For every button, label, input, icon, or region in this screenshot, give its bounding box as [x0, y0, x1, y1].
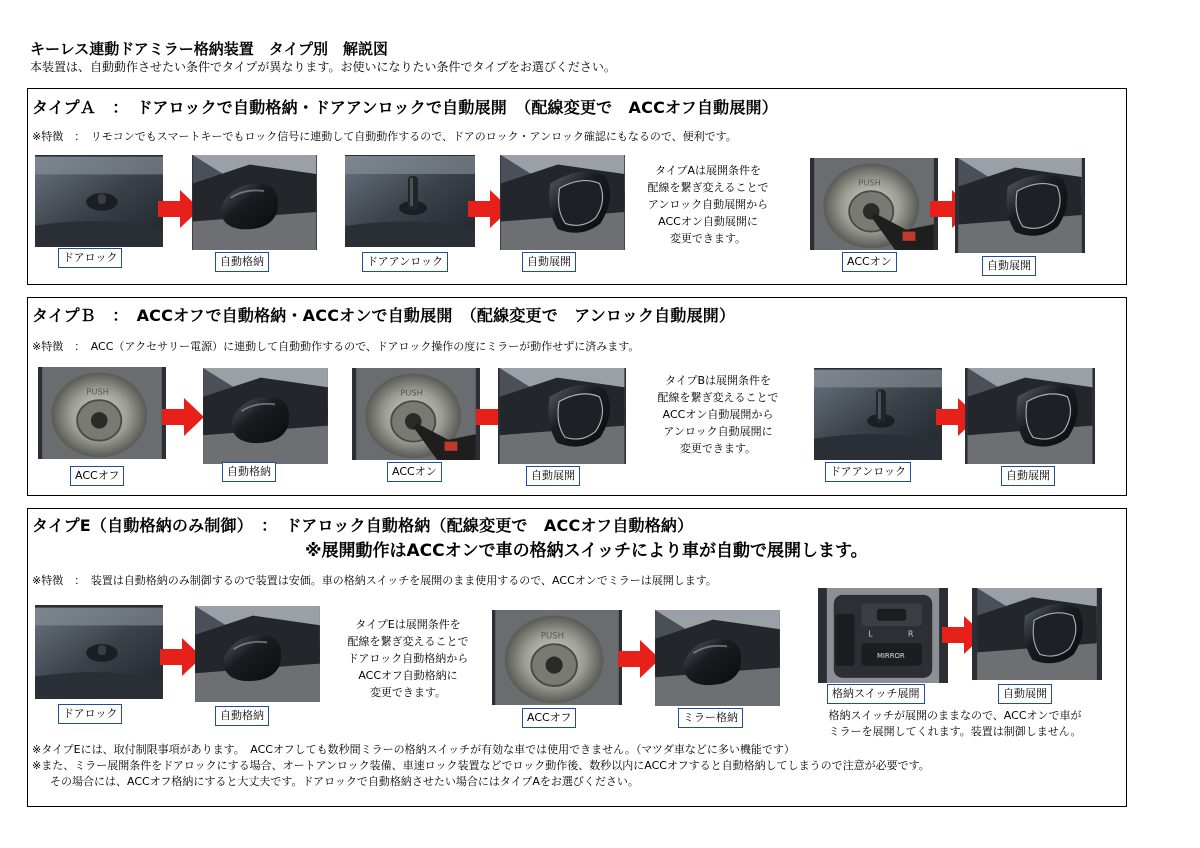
arrow-icon [618, 640, 660, 678]
door-lock-photo [35, 605, 163, 699]
mirror-folded-photo [192, 155, 317, 250]
label-door-unlock: ドアアンロック [825, 462, 911, 482]
type-b-title: タイプＢ ： ACCオフで自動格納・ACCオンで自動展開 （配線変更で アンロック自動展開） [32, 306, 736, 325]
type-e-subtitle: ※展開動作はACCオンで車の格納スイッチにより車が自動で展開します。 [305, 541, 868, 561]
switch-note: 格納スイッチが展開のままなので、ACCオンで車が ミラーを展開してくれます。装置は制御しません。 [828, 709, 1082, 738]
label-acc-off: ACCオフ [70, 466, 124, 486]
label-auto-open: 自動展開 [526, 466, 580, 486]
label-auto-fold: 自動格納 [215, 252, 269, 272]
door-unlock-photo [345, 155, 475, 247]
label-auto-fold: 自動格納 [222, 462, 276, 482]
type-e-feature: ※特徴 ： 装置は自動格納のみ制御するので装置は安価。車の格納スイッチを展開のまま使用するので、ACCオンでミラーは展開します。 [32, 574, 717, 587]
label-acc-off: ACCオフ [522, 708, 576, 728]
label-auto-open: 自動展開 [522, 252, 576, 272]
type-a-note: タイプAは展開条件を 配線を繋ぎ変えることで アンロック自動展開から ACCオン自動展開に 変更できます。 [647, 164, 769, 245]
acc-off-photo [38, 367, 166, 459]
label-switch-open: 格納スイッチ展開 [827, 684, 925, 704]
mirror-open-photo [500, 155, 625, 250]
label-door-unlock: ドアアンロック [362, 252, 448, 272]
door-unlock-photo [814, 368, 942, 460]
type-b-feature: ※特徴 ： ACC（アクセサリー電源）に連動して自動動作するので、ドアロック操作の度にミラーが動作せずに済みます。 [32, 340, 640, 353]
label-acc-on: ACCオン [842, 252, 897, 272]
acc-off-photo [492, 610, 622, 705]
mirror-open-photo [965, 368, 1095, 464]
label-door-lock: ドアロック [58, 704, 122, 724]
label-auto-fold: 自動格納 [215, 706, 269, 726]
label-mirror-fold: ミラー格納 [678, 708, 743, 728]
footer-note-2: ※また、ミラー展開条件をドアロックにする場合、オートアンロック装備、車速ロック装置などでロック動作後、数秒以内にACCオフすると自動格納してしまうので注意が必要です。 [32, 759, 930, 772]
door-lock-photo [35, 155, 163, 247]
mirror-switch-photo [818, 588, 948, 683]
page-title: キーレス連動ドアミラー格納装置 タイプ別 解説図 [30, 40, 389, 58]
mirror-folded-photo [655, 610, 780, 706]
mirror-open-photo [498, 368, 626, 464]
acc-on-photo [352, 368, 480, 460]
mirror-folded-photo [195, 606, 320, 702]
footer-note-1: ※タイプEには、取付制限事項があります。 ACCオフしても数秒間ミラーの格納スイッチが有効な車では使用できません。（マツダ車などに多い機能です） [32, 743, 795, 756]
type-a-feature: ※特徴 ： リモコンでもスマートキーでもロック信号に連動して自動動作するので、ドアのロック・アンロック確認にもなるので、便利です。 [32, 130, 737, 143]
type-a-title: タイプＡ ： ドアロックで自動格納・ドアアンロックで自動展開 （配線変更で ACCオフ自動展開） [32, 98, 778, 117]
mirror-open-photo [972, 588, 1102, 680]
acc-on-photo [810, 158, 938, 250]
type-b-note: タイプBは展開条件を 配線を繋ぎ変えることで ACCオン自動展開から アンロック自動展開に 変更できます。 [657, 374, 779, 455]
arrow-icon [162, 398, 204, 436]
mirror-folded-photo [203, 368, 328, 464]
page-subtitle: 本装置は、自動動作させたい条件でタイプが異なります。お使いになりたい条件でタイプをお選びください。 [30, 60, 616, 74]
label-auto-open: 自動展開 [982, 256, 1036, 276]
type-e-title: タイプE（自動格納のみ制御） ： ドアロック自動格納（配線変更で ACCオフ自動格納） [32, 516, 694, 535]
label-acc-on: ACCオン [387, 462, 442, 482]
type-e-note: タイプEは展開条件を 配線を繋ぎ変えることで ドアロック自動格納から ACCオフ自動格納に 変更できます。 [347, 618, 469, 699]
mirror-open-photo [955, 158, 1085, 253]
label-auto-open: 自動展開 [1001, 466, 1055, 486]
label-door-lock: ドアロック [58, 248, 122, 268]
footer-note-3: その場合には、ACCオフ格納にすると大丈夫です。ドアロックで自動格納させたい場合にはタイプAをお選びください。 [50, 775, 639, 788]
label-auto-open: 自動展開 [998, 684, 1052, 704]
